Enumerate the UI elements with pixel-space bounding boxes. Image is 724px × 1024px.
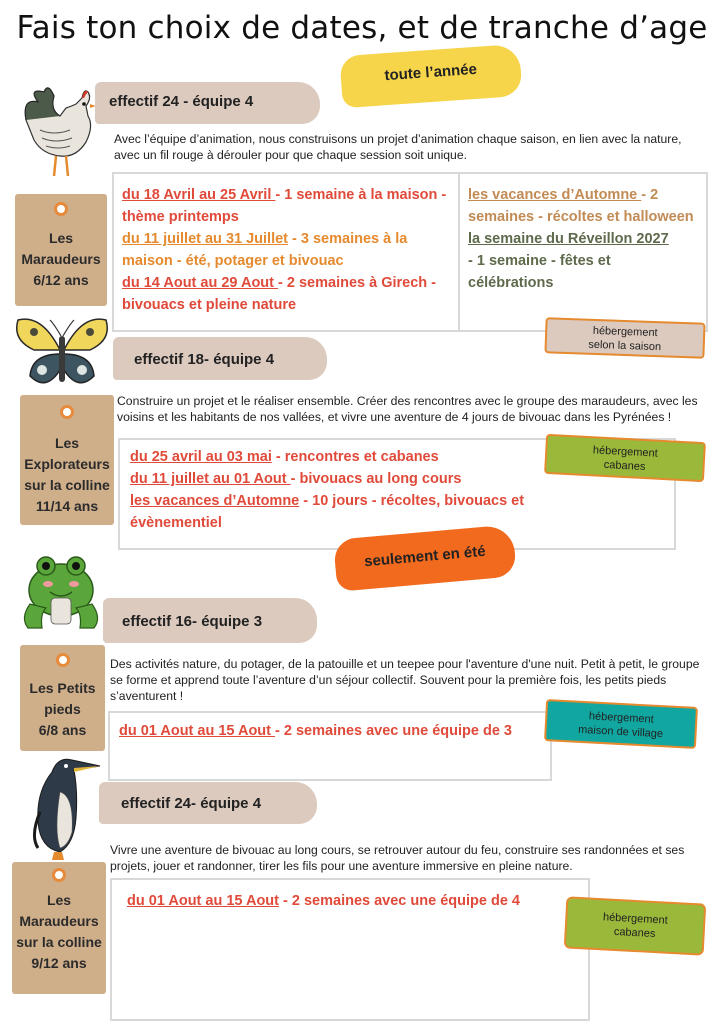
section2-tag-line2: Explorateurs bbox=[24, 456, 110, 472]
section4-dates bbox=[127, 890, 577, 912]
section2-dates bbox=[130, 446, 570, 534]
date-item bbox=[468, 184, 700, 228]
date-detail: - 2 semaines - récoltes et halloween bbox=[468, 187, 694, 225]
section4-tag-line3: sur la colline bbox=[16, 934, 102, 950]
butterfly-icon bbox=[12, 314, 112, 392]
date-item bbox=[130, 490, 570, 534]
date-detail: - 1 semaine à la maison - thème printemps bbox=[122, 187, 447, 225]
date-item bbox=[130, 468, 570, 490]
section3-dates-box bbox=[108, 711, 552, 781]
date-detail: - 2 semaines avec une équipe de 4 bbox=[279, 893, 520, 909]
section2-age-tag bbox=[20, 395, 114, 525]
date-range: du 14 Aout au 29 Aout bbox=[122, 275, 279, 291]
section2-hebergement bbox=[544, 434, 706, 482]
section3-description: Des activités nature, du potager, de la patouille et un teepee pour l'aventure d'une nuit. Petit à petit, le groupe se forme et apprend toute l’aventure d’un séjour collectif. Souvent pour la première fois, les petits pieds s’aventurent ! bbox=[110, 657, 700, 703]
date-item bbox=[130, 446, 570, 468]
section1-hebergement bbox=[544, 317, 705, 359]
section4-hebergement bbox=[564, 896, 707, 955]
section4-banner-text: effectif 24- équipe 4 bbox=[121, 795, 262, 812]
section3-hebergement bbox=[544, 699, 698, 749]
date-range: du 11 juillet au 01 Aout bbox=[130, 471, 291, 487]
section2-description: Construire un projet et le réaliser ensemble. Créer des rencontres avec le groupe des maraudeurs, avec les voisins et les habitants de nos vallées, et vivre une aventure de 4 jours de bivouac dans les Pyrénées ! bbox=[117, 394, 698, 424]
section3-tag-line2: pieds bbox=[44, 701, 81, 717]
all-year-label: toute l’année bbox=[384, 60, 478, 85]
date-range: du 25 avril au 03 mai bbox=[130, 449, 272, 465]
section4-age-tag bbox=[12, 862, 106, 994]
date-detail: - 10 jours - récoltes, bivouacs et évènementiel bbox=[130, 493, 525, 531]
date-detail: - bivouacs au long cours bbox=[290, 471, 462, 487]
hebergement-title: hébergement bbox=[588, 710, 654, 726]
date-detail: - 1 semaine - fêtes et célébrations bbox=[468, 253, 611, 291]
section1-description: Avec l’équipe d’animation, nous construisons un projet d’animation chaque saison, en lien avec la nature, avec un fil rouge à dérouler pour que chaque session soit unique. bbox=[114, 132, 682, 162]
date-item bbox=[127, 890, 577, 912]
section1-tag-line3: 6/12 ans bbox=[33, 272, 89, 288]
section4-tag-line4: 9/12 ans bbox=[31, 955, 87, 971]
section4-tag-line1: Les bbox=[46, 892, 72, 908]
date-detail: - rencontres et cabanes bbox=[271, 449, 439, 465]
section4-description: Vivre une aventure de bivouac au long cours, se retrouver autour du feu, construire ses randonnées et ses projets, jouer et randonner, tirer les fils pour une aventure immersive en pleine nature. bbox=[110, 843, 685, 873]
section2-banner-text: effectif 18- équipe 4 bbox=[134, 351, 275, 368]
section1-right-dates bbox=[468, 184, 700, 294]
date-detail: - 2 semaines à Girech - bivouacs et pleine nature bbox=[122, 275, 436, 313]
date-item bbox=[468, 228, 700, 294]
all-year-badge bbox=[339, 44, 522, 108]
date-item bbox=[122, 184, 447, 228]
hebergement-type: cabanes bbox=[603, 458, 646, 474]
date-detail: - 3 semaines à la maison - été, potager et bivouac bbox=[122, 231, 408, 269]
section1-age-tag bbox=[15, 194, 107, 306]
date-range: du 18 Avril au 25 Avril bbox=[122, 187, 276, 203]
section3-banner-text: effectif 16- équipe 3 bbox=[122, 613, 263, 630]
hebergement-title: hébergement bbox=[592, 444, 658, 460]
penguin-icon bbox=[30, 752, 102, 864]
section2-tag-line1: Les bbox=[54, 435, 80, 451]
date-range: du 01 Aout au 15 Aout bbox=[119, 723, 276, 739]
date-detail: - 2 semaines avec une équipe de 3 bbox=[275, 723, 512, 739]
date-item bbox=[119, 720, 529, 742]
section1-dates-box bbox=[112, 172, 708, 332]
hebergement-type: maison de village bbox=[577, 723, 664, 741]
section3-tag-line3: 6/8 ans bbox=[38, 722, 87, 738]
rooster-icon bbox=[20, 80, 98, 180]
section1-tag-line2: Maraudeurs bbox=[21, 251, 101, 267]
date-range: du 11 juillet au 31 Juillet bbox=[122, 231, 288, 247]
section2-tag-line3: sur la colline bbox=[24, 477, 110, 493]
section1-banner bbox=[95, 82, 320, 124]
hebergement-title: hébergement bbox=[602, 911, 669, 927]
section4-tag-line2: Maraudeurs bbox=[19, 913, 99, 929]
date-item bbox=[122, 228, 447, 272]
section3-tag-line1: Les Petits bbox=[29, 680, 96, 696]
date-range: les vacances d’Automne bbox=[468, 187, 642, 203]
section1-banner-text: effectif 24 - équipe 4 bbox=[109, 93, 254, 110]
section3-banner bbox=[103, 598, 317, 643]
section2-tag-line4: 11/14 ans bbox=[35, 498, 99, 514]
hebergement-title: hébergement bbox=[592, 324, 658, 340]
section1-tag-line1: Les bbox=[48, 230, 74, 246]
section1-left-dates bbox=[122, 184, 447, 316]
date-range: du 01 Aout au 15 Aout bbox=[127, 893, 279, 909]
section3-dates bbox=[119, 720, 529, 742]
section4-dates-box bbox=[110, 878, 590, 1021]
hebergement-type: selon la saison bbox=[588, 338, 662, 354]
summer-only-label: seulement en été bbox=[363, 542, 487, 571]
section4-banner bbox=[99, 782, 317, 824]
frog-icon bbox=[18, 552, 104, 632]
page-title: Fais ton choix de dates, et de tranche d’age bbox=[16, 10, 708, 46]
date-range: les vacances d’Automne bbox=[130, 493, 300, 509]
date-item bbox=[122, 272, 447, 316]
hebergement-type: cabanes bbox=[613, 925, 656, 941]
date-range: la semaine du Réveillon 2027 bbox=[468, 231, 669, 247]
section3-age-tag bbox=[20, 645, 105, 751]
section2-banner bbox=[113, 337, 327, 380]
